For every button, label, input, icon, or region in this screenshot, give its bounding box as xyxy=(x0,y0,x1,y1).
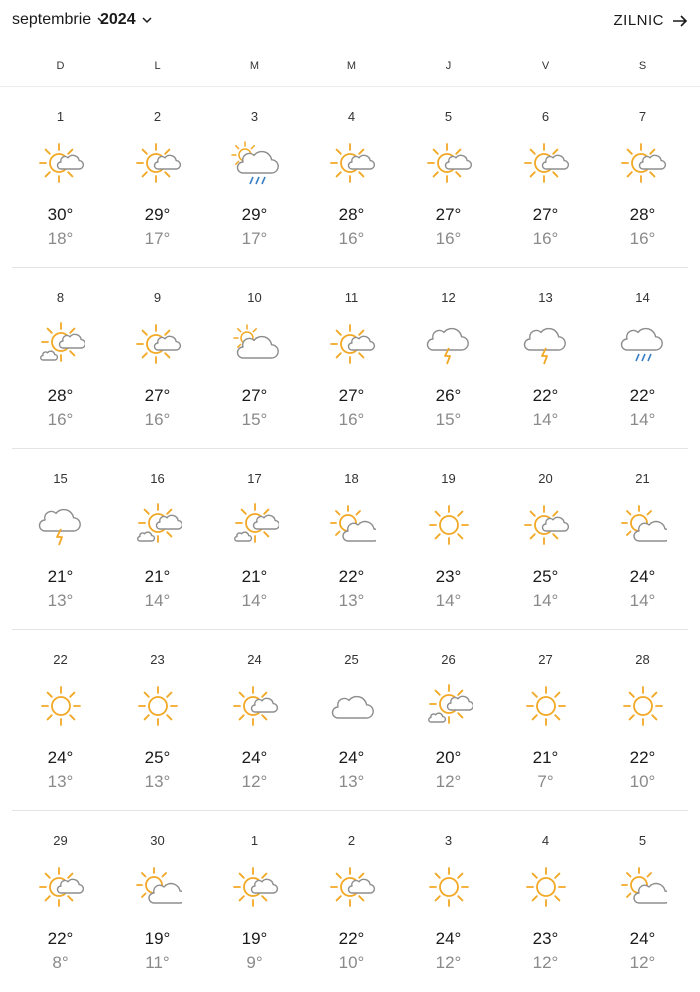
max-temperature: 28° xyxy=(338,205,365,224)
max-temperature: 22° xyxy=(338,929,365,948)
sun-cloud-small-icon xyxy=(37,863,85,911)
day-cell[interactable] xyxy=(109,449,206,630)
day-number: 22 xyxy=(53,652,68,667)
weekday-label: D xyxy=(56,60,65,72)
max-temperature: 21° xyxy=(241,567,268,586)
max-temperature: 24° xyxy=(435,929,462,948)
sun-cloud-small-icon xyxy=(328,320,376,368)
day-cell[interactable] xyxy=(206,268,303,449)
day-number: 15 xyxy=(53,471,68,486)
max-temperature: 24° xyxy=(47,748,74,767)
day-number: 21 xyxy=(635,471,650,486)
day-cell[interactable] xyxy=(303,630,400,811)
sun-cloud-small-icon xyxy=(134,139,182,187)
day-cell[interactable] xyxy=(12,449,109,630)
week-row xyxy=(0,268,700,449)
day-number: 29 xyxy=(53,833,68,848)
daily-view-label: ZILNIC xyxy=(613,12,664,29)
calendar-header xyxy=(0,0,700,44)
min-temperature: 12° xyxy=(241,772,268,791)
month-label: septembrie xyxy=(12,11,92,28)
max-temperature: 22° xyxy=(338,567,365,586)
min-temperature: 14° xyxy=(241,591,268,610)
min-temperature: 10° xyxy=(338,953,365,972)
sun-cloud-small-icon xyxy=(231,863,279,911)
calendar-grid xyxy=(0,87,700,992)
day-cell[interactable] xyxy=(594,811,691,992)
sun-cloud-small-icon xyxy=(522,501,570,549)
max-temperature: 29° xyxy=(144,205,171,224)
day-number: 1 xyxy=(250,833,259,848)
min-temperature: 18° xyxy=(47,229,74,248)
sun-icon xyxy=(134,682,182,730)
week-row xyxy=(0,811,700,992)
day-cell[interactable] xyxy=(109,87,206,268)
max-temperature: 23° xyxy=(532,929,559,948)
max-temperature: 22° xyxy=(629,386,656,405)
max-temperature: 22° xyxy=(532,386,559,405)
min-temperature: 17° xyxy=(144,229,171,248)
max-temperature: 27° xyxy=(241,386,268,405)
year-label: 2024 xyxy=(100,11,136,28)
chevron-down-icon xyxy=(141,14,153,26)
min-temperature: 14° xyxy=(532,591,559,610)
min-temperature: 16° xyxy=(338,410,365,429)
day-number: 8 xyxy=(56,290,65,305)
min-temperature: 16° xyxy=(532,229,559,248)
day-number: 6 xyxy=(541,109,550,124)
sun-cloud-haze-icon xyxy=(37,320,85,368)
weekday-label: M xyxy=(346,60,357,72)
day-cell[interactable] xyxy=(594,449,691,630)
min-temperature: 9° xyxy=(246,953,263,972)
max-temperature: 27° xyxy=(144,386,171,405)
day-number: 24 xyxy=(247,652,262,667)
max-temperature: 24° xyxy=(629,567,656,586)
min-temperature: 15° xyxy=(241,410,268,429)
cloud-sun-icon xyxy=(231,320,279,368)
max-temperature: 21° xyxy=(532,748,559,767)
day-cell[interactable] xyxy=(303,449,400,630)
sun-cloud-small-icon xyxy=(425,139,473,187)
min-temperature: 11° xyxy=(145,953,170,972)
max-temperature: 20° xyxy=(435,748,462,767)
min-temperature: 14° xyxy=(532,410,559,429)
day-cell[interactable] xyxy=(400,630,497,811)
max-temperature: 25° xyxy=(144,748,171,767)
day-cell[interactable] xyxy=(594,87,691,268)
day-number: 2 xyxy=(153,109,162,124)
sun-cloud-small-icon xyxy=(619,139,667,187)
min-temperature: 13° xyxy=(47,772,74,791)
max-temperature: 22° xyxy=(47,929,74,948)
min-temperature: 10° xyxy=(629,772,656,791)
day-cell[interactable] xyxy=(594,268,691,449)
max-temperature: 27° xyxy=(435,205,462,224)
day-number: 7 xyxy=(638,109,647,124)
sun-cloud-large-icon xyxy=(619,863,667,911)
min-temperature: 16° xyxy=(338,229,365,248)
day-number: 2 xyxy=(347,833,356,848)
sun-cloud-small-icon xyxy=(37,139,85,187)
sun-cloud-small-icon xyxy=(328,863,376,911)
max-temperature: 28° xyxy=(629,205,656,224)
day-number: 13 xyxy=(538,290,553,305)
sun-icon xyxy=(522,863,570,911)
sun-icon xyxy=(37,682,85,730)
max-temperature: 27° xyxy=(338,386,365,405)
min-temperature: 15° xyxy=(435,410,462,429)
day-number: 30 xyxy=(150,833,165,848)
max-temperature: 26° xyxy=(435,386,462,405)
sun-icon xyxy=(425,501,473,549)
day-cell[interactable] xyxy=(400,449,497,630)
sun-cloud-small-icon xyxy=(134,320,182,368)
day-number: 12 xyxy=(441,290,456,305)
max-temperature: 21° xyxy=(47,567,74,586)
sun-icon xyxy=(425,863,473,911)
day-number: 3 xyxy=(250,109,259,124)
sun-cloud-small-icon xyxy=(522,139,570,187)
sun-cloud-large-icon xyxy=(328,501,376,549)
day-cell[interactable] xyxy=(303,87,400,268)
day-number: 18 xyxy=(344,471,359,486)
day-number: 5 xyxy=(444,109,453,124)
cloud-icon xyxy=(328,682,376,730)
day-number: 23 xyxy=(150,652,165,667)
cloud-lightning-icon xyxy=(37,501,85,549)
week-row xyxy=(0,87,700,268)
sun-cloud-haze-icon xyxy=(425,682,473,730)
day-cell[interactable] xyxy=(12,268,109,449)
min-temperature: 16° xyxy=(629,229,656,248)
arrow-right-icon xyxy=(672,14,688,28)
max-temperature: 30° xyxy=(47,205,74,224)
day-number: 14 xyxy=(635,290,650,305)
sun-cloud-large-icon xyxy=(619,501,667,549)
max-temperature: 19° xyxy=(144,929,171,948)
day-number: 25 xyxy=(344,652,359,667)
min-temperature: 16° xyxy=(144,410,171,429)
weekday-label: S xyxy=(638,60,647,72)
day-cell[interactable] xyxy=(303,268,400,449)
min-temperature: 12° xyxy=(532,953,559,972)
day-number: 11 xyxy=(344,290,359,305)
day-number: 19 xyxy=(441,471,456,486)
day-number: 4 xyxy=(347,109,356,124)
max-temperature: 29° xyxy=(241,205,268,224)
day-cell[interactable] xyxy=(497,87,594,268)
day-cell[interactable] xyxy=(109,630,206,811)
day-number: 9 xyxy=(153,290,162,305)
min-temperature: 7° xyxy=(537,772,554,791)
min-temperature: 12° xyxy=(435,953,462,972)
min-temperature: 14° xyxy=(629,410,656,429)
cloud-rain-icon xyxy=(619,320,667,368)
day-cell[interactable] xyxy=(400,87,497,268)
daily-view-link[interactable] xyxy=(613,12,688,29)
week-row xyxy=(0,449,700,630)
min-temperature: 13° xyxy=(338,591,365,610)
day-number: 27 xyxy=(538,652,553,667)
max-temperature: 25° xyxy=(532,567,559,586)
max-temperature: 22° xyxy=(629,748,656,767)
max-temperature: 24° xyxy=(629,929,656,948)
year-dropdown[interactable] xyxy=(100,11,153,29)
max-temperature: 23° xyxy=(435,567,462,586)
min-temperature: 12° xyxy=(435,772,462,791)
week-row xyxy=(0,630,700,811)
day-cell[interactable] xyxy=(400,811,497,992)
sun-icon xyxy=(522,682,570,730)
sun-cloud-haze-icon xyxy=(231,501,279,549)
sun-cloud-large-icon xyxy=(134,863,182,911)
min-temperature: 16° xyxy=(47,410,74,429)
cloud-sun-rain-icon xyxy=(231,139,279,187)
day-number: 4 xyxy=(541,833,550,848)
min-temperature: 16° xyxy=(435,229,462,248)
day-cell[interactable] xyxy=(12,87,109,268)
min-temperature: 13° xyxy=(144,772,171,791)
sun-cloud-small-icon xyxy=(231,682,279,730)
sun-icon xyxy=(619,682,667,730)
day-cell[interactable] xyxy=(594,630,691,811)
day-cell[interactable] xyxy=(497,630,594,811)
cloud-lightning-icon xyxy=(522,320,570,368)
day-cell[interactable] xyxy=(206,87,303,268)
min-temperature: 13° xyxy=(338,772,365,791)
min-temperature: 13° xyxy=(47,591,74,610)
day-cell[interactable] xyxy=(109,268,206,449)
sun-cloud-small-icon xyxy=(328,139,376,187)
min-temperature: 12° xyxy=(629,953,656,972)
min-temperature: 14° xyxy=(144,591,171,610)
max-temperature: 24° xyxy=(241,748,268,767)
weekday-label: V xyxy=(541,60,550,72)
day-cell[interactable] xyxy=(400,268,497,449)
month-dropdown[interactable] xyxy=(12,11,108,29)
day-cell[interactable] xyxy=(303,811,400,992)
day-cell[interactable] xyxy=(206,811,303,992)
min-temperature: 14° xyxy=(435,591,462,610)
day-number: 17 xyxy=(247,471,262,486)
day-cell[interactable] xyxy=(497,449,594,630)
day-number: 16 xyxy=(150,471,165,486)
day-cell[interactable] xyxy=(109,811,206,992)
day-number: 28 xyxy=(635,652,650,667)
max-temperature: 28° xyxy=(47,386,74,405)
day-number: 5 xyxy=(638,833,647,848)
max-temperature: 24° xyxy=(338,748,365,767)
day-cell[interactable] xyxy=(12,811,109,992)
min-temperature: 17° xyxy=(241,229,268,248)
day-number: 3 xyxy=(444,833,453,848)
weekday-label: L xyxy=(154,60,161,72)
day-cell[interactable] xyxy=(497,811,594,992)
sun-cloud-haze-icon xyxy=(134,501,182,549)
day-number: 1 xyxy=(56,109,65,124)
max-temperature: 21° xyxy=(144,567,171,586)
weekday-label: M xyxy=(249,60,260,72)
min-temperature: 8° xyxy=(52,953,69,972)
day-cell[interactable] xyxy=(206,630,303,811)
day-cell[interactable] xyxy=(206,449,303,630)
weekday-header-row xyxy=(0,44,700,87)
day-cell[interactable] xyxy=(497,268,594,449)
day-number: 20 xyxy=(538,471,553,486)
day-number: 10 xyxy=(247,290,262,305)
day-cell[interactable] xyxy=(12,630,109,811)
max-temperature: 27° xyxy=(532,205,559,224)
min-temperature: 14° xyxy=(629,591,656,610)
day-number: 26 xyxy=(441,652,456,667)
cloud-lightning-icon xyxy=(425,320,473,368)
max-temperature: 19° xyxy=(241,929,268,948)
weekday-label: J xyxy=(445,60,452,72)
